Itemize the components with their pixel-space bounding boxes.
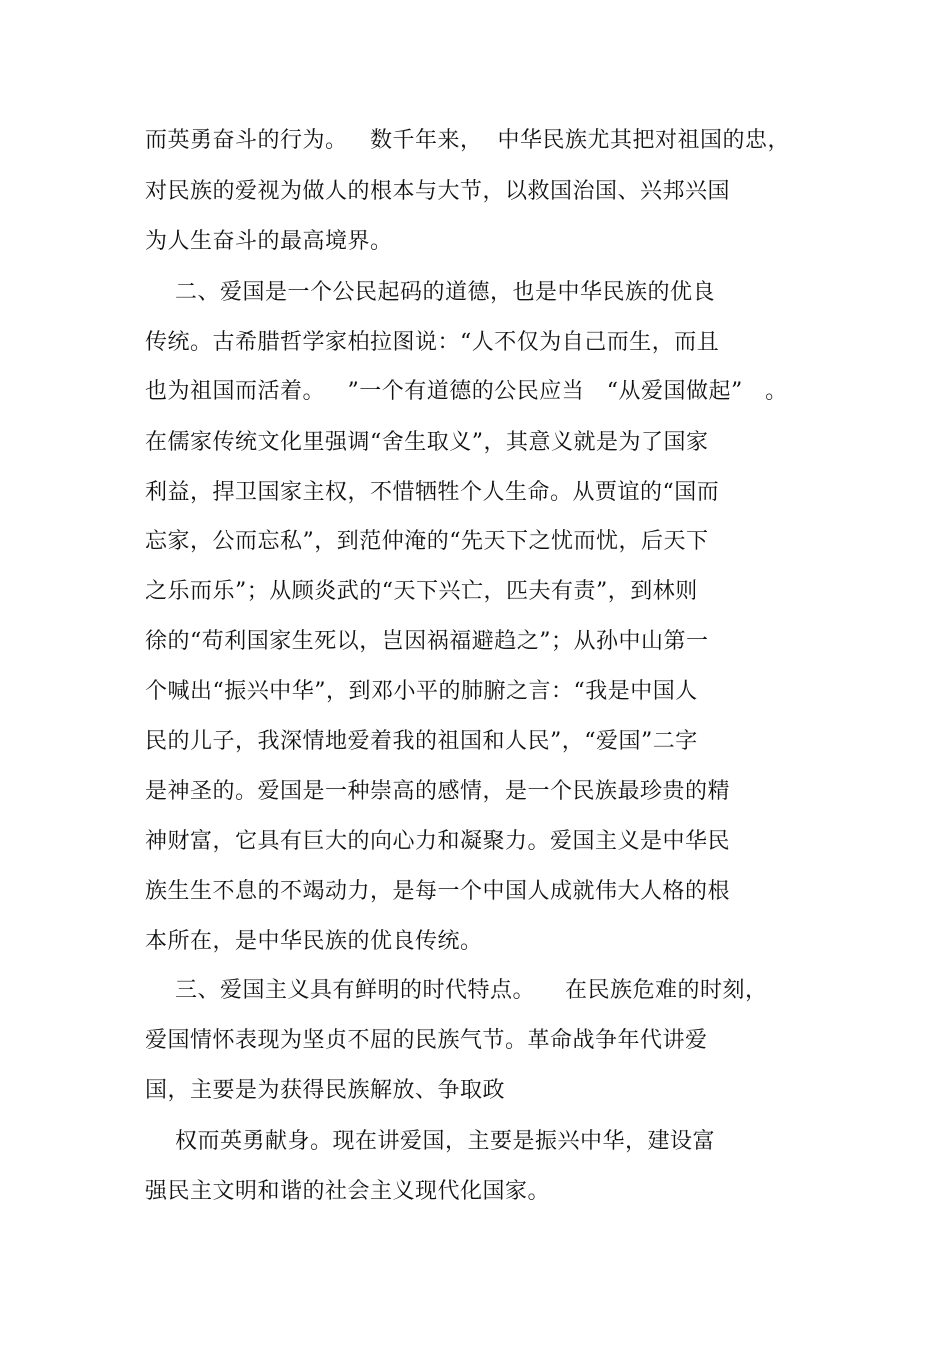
text-line: 徐的“苟利国家生死以，岂因祸福避趋之”；从孙中山第一 [145,629,709,654]
text-line: 本所在，是中华民族的优良传统。 [145,929,483,954]
text-line: 忘家，公而忘私”，到范仲淹的“先天下之忧而忧，后天下 [145,529,709,554]
text-line: 三、爱国主义具有鲜明的时代特点。 在民族危难的时刻， [145,978,768,1003]
text-line: 神财富，它具有巨大的向心力和凝聚力。爱国主义是中华民 [145,829,731,854]
text-line: 爱国情怀表现为坚贞不屈的民族气节。革命战争年代讲爱 [145,1028,708,1053]
text-line: 在儒家传统文化里强调“舍生取义”，其意义就是为了国家 [145,430,709,455]
text-line: 利益，捍卫国家主权，不惜牺牲个人生命。从贾谊的“国而 [145,480,720,505]
text-line: 二、爱国是一个公民起码的道德，也是中华民族的优良 [145,280,715,305]
text-line: 强民主文明和谐的社会主义现代化国家。 [145,1179,551,1204]
text-line: 为人生奋斗的最高境界。 [145,229,393,254]
text-line: 民的儿子，我深情地爱着我的祖国和人民”，“爱国”二字 [145,729,698,754]
text-line: 也为祖国而活着。 ”一个有道德的公民应当 “从爱国做起” 。 [145,379,788,404]
text-line: 个喊出“振兴中华”，到邓小平的肺腑之言：“我是中国人 [145,679,698,704]
text-line: 之乐而乐”；从顾炎武的“天下兴亡，匹夫有责”，到林则 [145,579,698,604]
text-line: 权而英勇献身。现在讲爱国，主要是振兴中华，建设富 [145,1129,715,1154]
text-line: 传统。古希腊哲学家柏拉图说：“人不仅为自己而生，而且 [145,330,720,355]
text-line: 而英勇奋斗的行为。 数千年来， 中华民族尤其把对祖国的忠， [145,128,790,153]
text-line: 国，主要是为获得民族解放、争取政 [145,1078,506,1103]
text-line: 是神圣的。爱国是一种崇高的感情，是一个民族最珍贵的精 [145,779,731,804]
text-line: 族生生不息的不竭动力，是每一个中国人成就伟大人格的根 [145,879,731,904]
text-line: 对民族的爱视为做人的根本与大节，以救国治国、兴邦兴国 [145,179,731,204]
